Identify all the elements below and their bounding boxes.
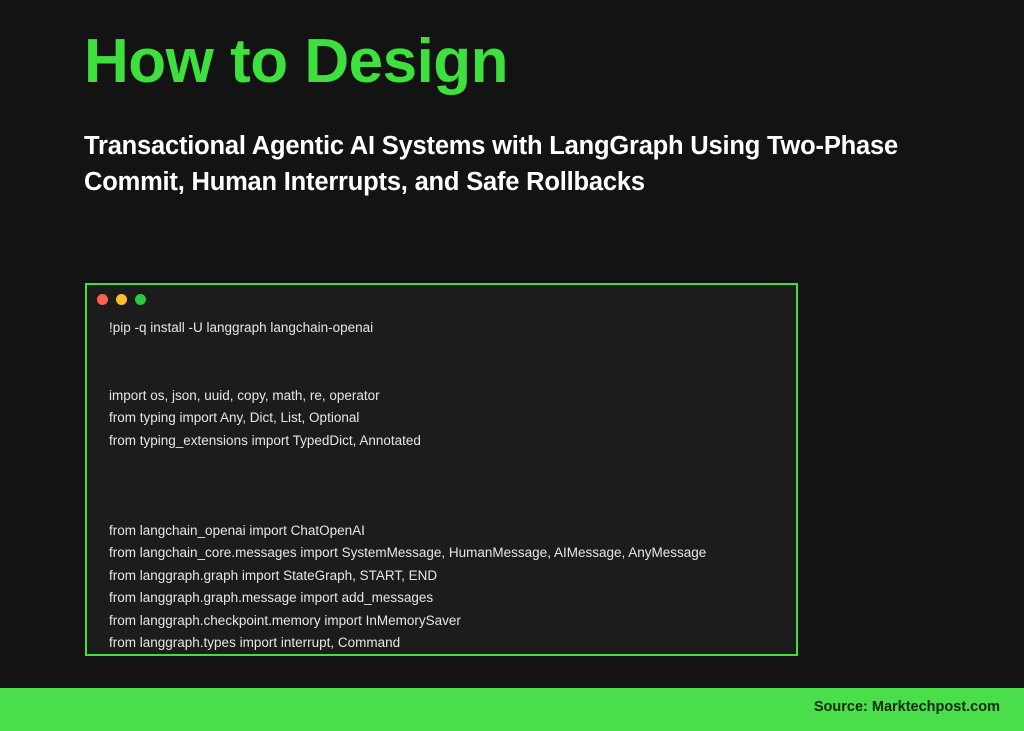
source-label: Source: Marktechpost.com: [813, 699, 1000, 715]
close-icon[interactable]: [97, 294, 108, 305]
code-line: from langchain_openai import ChatOpenAI: [109, 522, 365, 538]
code-line: [109, 452, 784, 475]
code-line: from langgraph.graph import StateGraph, START, END: [109, 567, 438, 583]
footer-bar: [0, 688, 1024, 731]
page-subtitle: Transactional Agentic AI Systems with LangGraph Using Two-Phase Commit, Human Interrupts, and Safe Rollbacks: [84, 132, 898, 197]
code-line: from typing_extensions import TypedDict, Annotated: [109, 432, 421, 448]
code-line: from typing import Any, Dict, List, Optional: [109, 410, 360, 425]
code-line: import os, json, uuid, copy, math, re, operator: [109, 387, 380, 403]
maximize-icon[interactable]: [135, 294, 146, 305]
code-line: [109, 362, 784, 385]
code-window: [85, 283, 798, 656]
code-line: [109, 497, 784, 520]
code-line: [109, 340, 784, 363]
code-line: !pip -q install -U langgraph langchain-openai: [109, 320, 374, 335]
code-line: from langgraph.types import interrupt, Command: [109, 635, 401, 650]
minimize-icon[interactable]: [116, 294, 127, 305]
code-line: from langgraph.checkpoint.memory import InMemorySaver: [109, 612, 461, 628]
code-line: from langchain_core.messages import SystemMessage, HumanMessage, AIMessage, AnyMessage: [109, 545, 707, 560]
code-line: [109, 475, 784, 498]
page-title: How to Design: [84, 27, 509, 96]
code-line: from langgraph.graph.message import add_messages: [109, 590, 434, 605]
window-traffic-lights: [97, 294, 146, 305]
code-block: [109, 317, 784, 655]
